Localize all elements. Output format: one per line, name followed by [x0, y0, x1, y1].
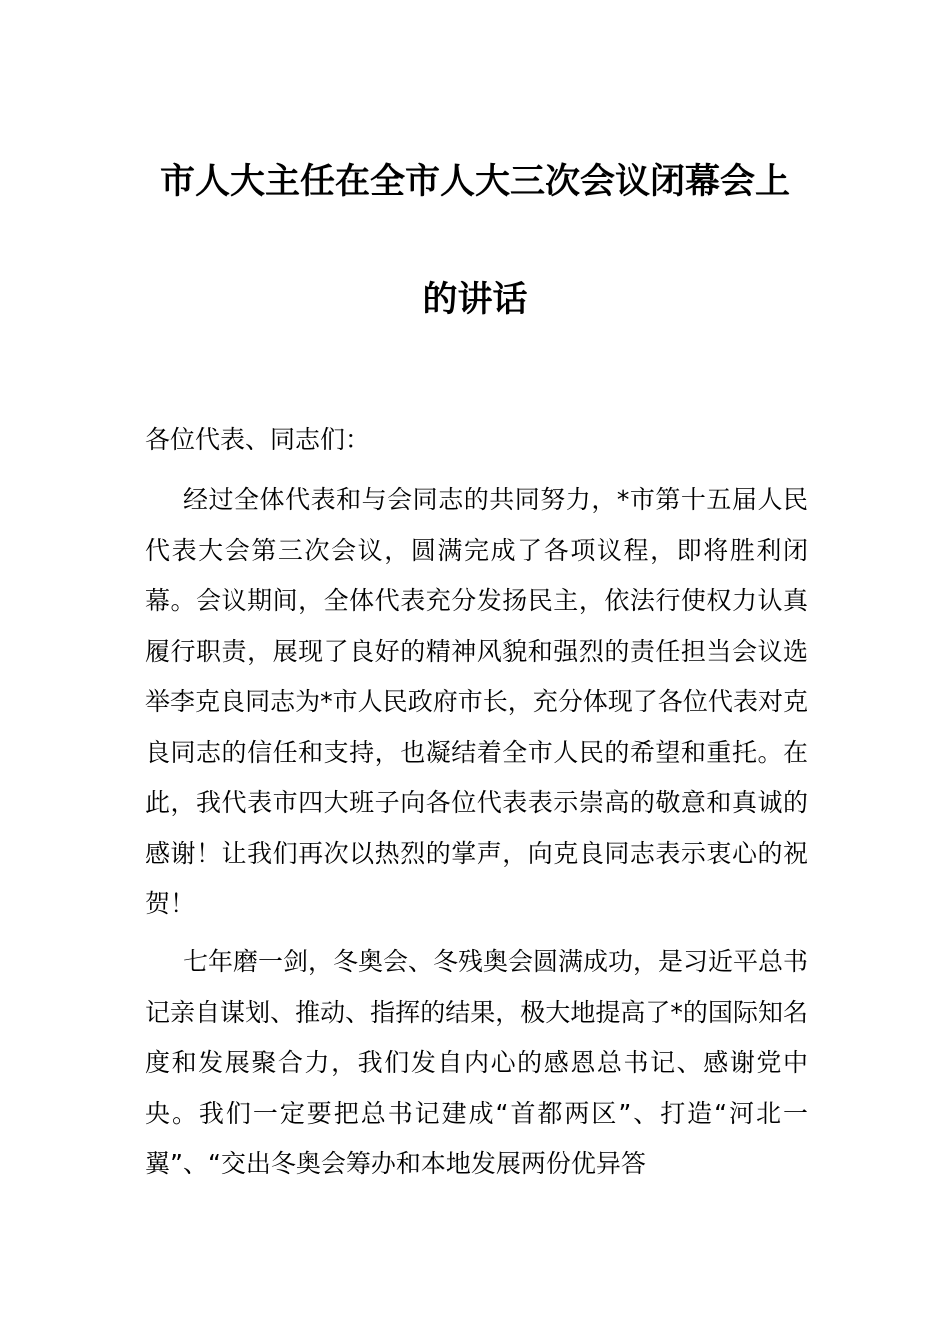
- body-paragraph: 七年磨一剑，冬奥会、冬残奥会圆满成功，是习近平总书记亲自谋划、推动、指挥的结果，极大地提高了*的国际知名度和发展聚合力，我们发自内心的感恩总书记、感谢党中央。我们一定要把总书记建成“首都两区”、打造“河北一翼”、“交出冬奥会筹办和本地发展两份优异答: [145, 947, 809, 1178]
- document-title-line-2: 的讲话: [422, 280, 528, 320]
- body-paragraph: 经过全体代表和与会同志的共同努力，*市第十五届人民代表大会第三次会议，圆满完成了各项议程，即将胜利闭幕。会议期间，全体代表充分发扬民主，依法行使权力认真履行职责，展现了良好的精神风貌和强烈的责任担当会议选举李克良同志为*市人民政府市长，充分体现了各位代表对克良同志的信任和支持，也凝结着全市人民的希望和重托。在此，我代表市四大班子向各位代表表示崇高的敬意和真诚的感谢！让我们再次以热烈的掌声，向克良同志表示衷心的祝贺！: [145, 485, 808, 918]
- document-title-line-1: 市人大主任在全市人大三次会议闭幕会上: [159, 162, 790, 202]
- salutation: 各位代表、同志们：: [145, 425, 371, 454]
